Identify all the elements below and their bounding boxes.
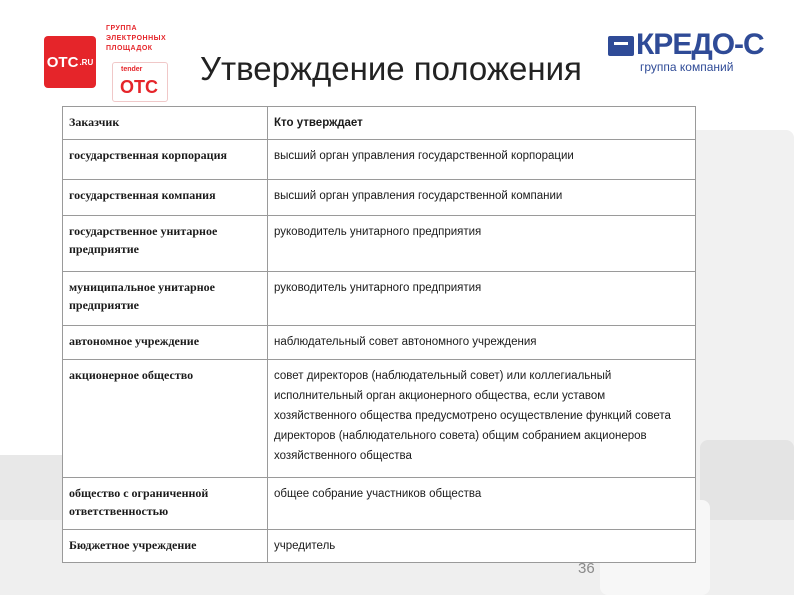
approver-cell: высший орган управления государственной корпорации <box>268 140 696 180</box>
otc-logo-mark: OTC <box>46 53 79 71</box>
kredo-logo-subtitle: группа компаний <box>640 60 734 74</box>
table-row <box>63 216 696 272</box>
slide-title: Утверждение положения <box>200 50 582 87</box>
table-row <box>63 140 696 180</box>
customer-cell: государственная корпорация <box>63 140 268 180</box>
table-row <box>63 272 696 326</box>
otc-text-line: ГРУППА <box>106 25 138 32</box>
approver-cell: общее собрание участников общества <box>268 478 696 530</box>
customer-cell: муниципальное унитарное предприятие <box>63 272 268 326</box>
customer-cell: государственная компания <box>63 180 268 216</box>
approver-cell: руководитель унитарного предприятия <box>268 216 696 272</box>
kredo-logo-icon <box>608 36 634 56</box>
table-header-row <box>63 107 696 140</box>
approval-table <box>62 106 696 563</box>
otc-text-line: ПЛОЩАДОК <box>106 45 153 52</box>
approver-cell: совет директоров (наблюдательный совет) или коллегиальный исполнительный орган акционерного общества, если уставом хозяйственного общества предусмотрено осуществление функций совета директоров (наблюдательного совета) общим собранием акционеров хозяйственного общества <box>268 360 696 478</box>
otc-text-line: ЭЛЕКТРОННЫХ <box>106 35 167 42</box>
customer-cell: Бюджетное учреждение <box>63 530 268 563</box>
page-number: 36 <box>578 560 595 577</box>
table-row <box>63 360 696 478</box>
kredo-logo-name: КРЕДО-С <box>636 28 764 61</box>
customer-cell: государственное унитарное предприятие <box>63 216 268 272</box>
header-customer: Заказчик <box>63 107 268 140</box>
otc-logo-domain: .RU <box>79 57 94 67</box>
approver-cell: руководитель унитарного предприятия <box>268 272 696 326</box>
approver-cell: наблюдательный совет автономного учреждения <box>268 326 696 360</box>
tender-label: tender <box>121 66 143 73</box>
header-approver: Кто утверждает <box>268 107 696 140</box>
table-row <box>63 530 696 563</box>
table-row <box>63 180 696 216</box>
otc-logo-text <box>106 24 186 54</box>
table-row <box>63 326 696 360</box>
customer-cell: акционерное общество <box>63 360 268 478</box>
approver-cell: учредитель <box>268 530 696 563</box>
table-row <box>63 478 696 530</box>
tender-otc-mark: OTC <box>120 77 158 97</box>
customer-cell: общество с ограниченной ответственностью <box>63 478 268 530</box>
tender-otc-logo <box>112 62 168 102</box>
customer-cell: автономное учреждение <box>63 326 268 360</box>
otc-logo <box>44 36 96 88</box>
approver-cell: высший орган управления государственной компании <box>268 180 696 216</box>
